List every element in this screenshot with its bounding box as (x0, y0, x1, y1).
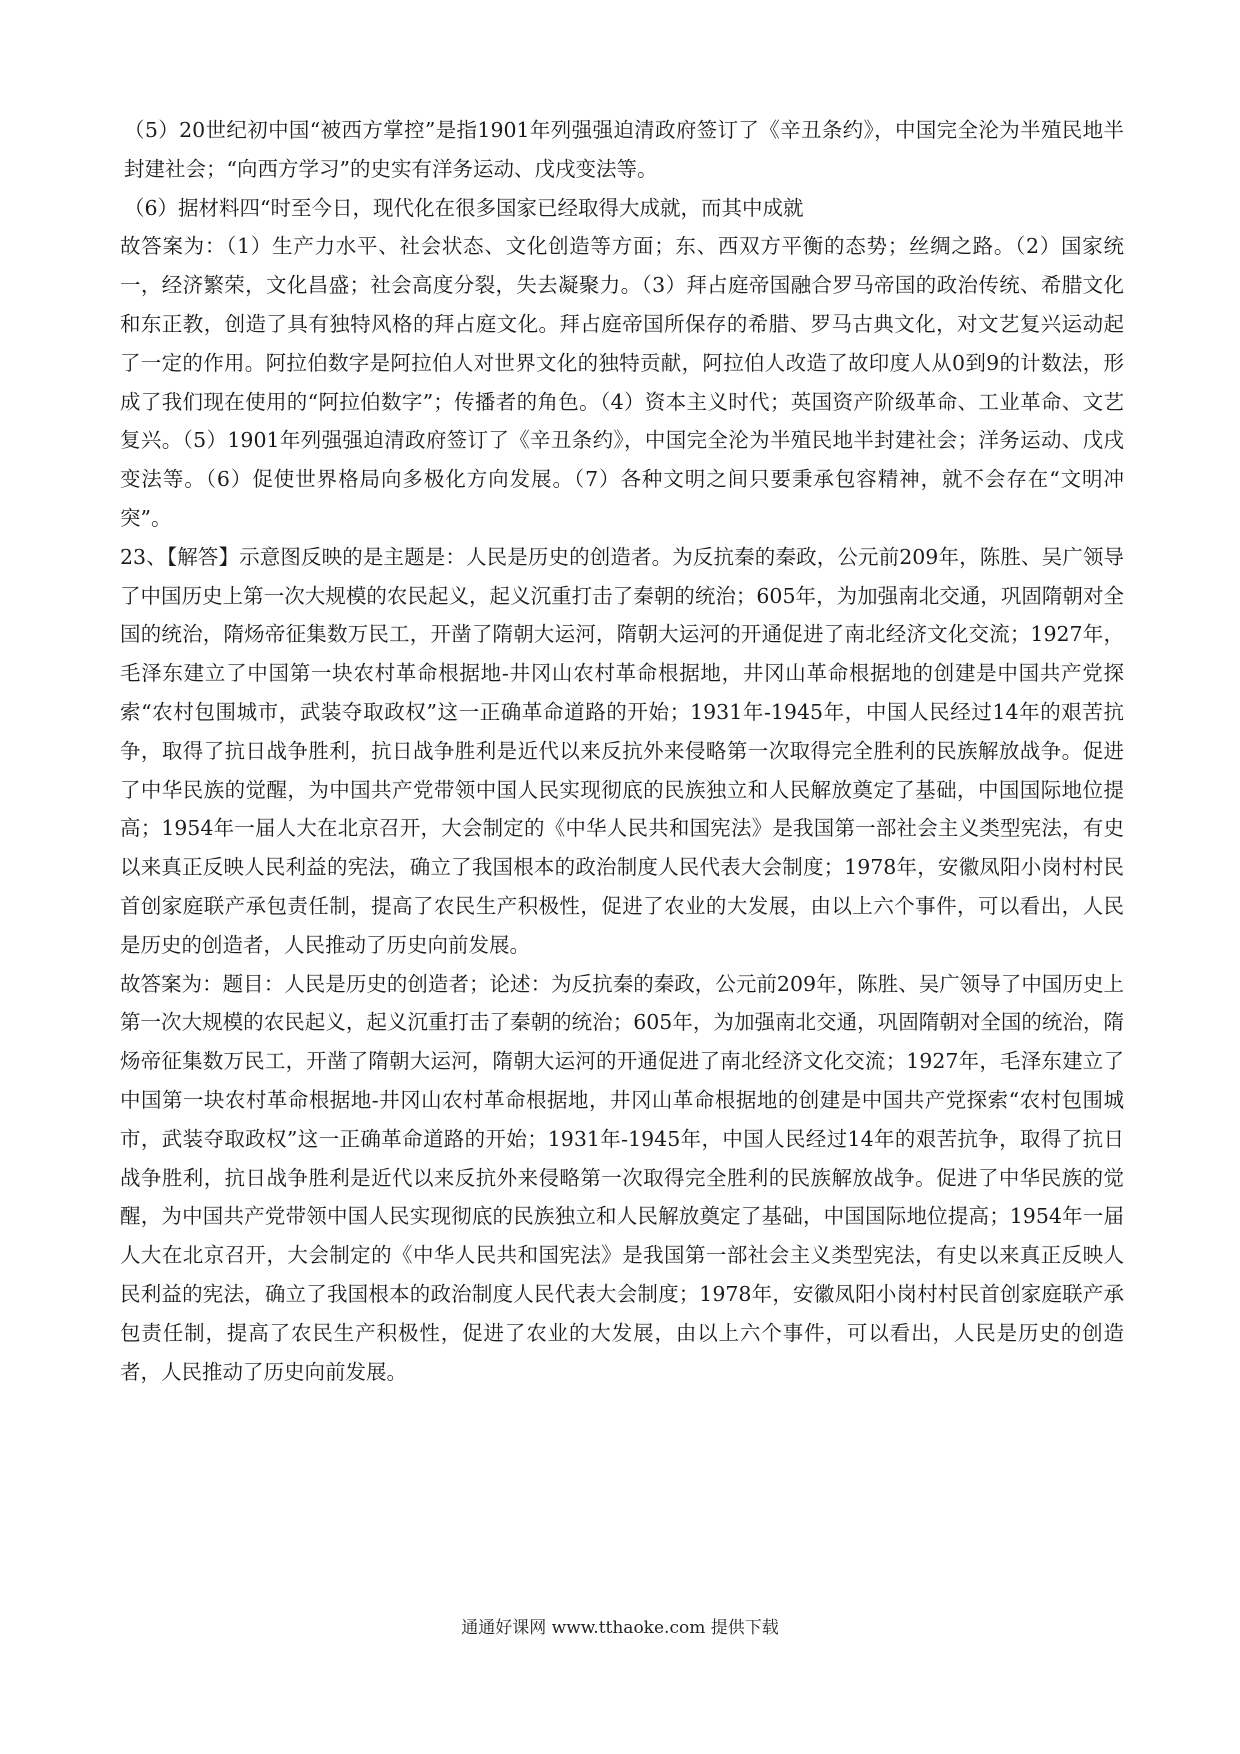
solution-paragraph-23: 23、【解答】示意图反映的是主题是：人民是历史的创造者。为反抗秦的秦政，公元前209年，陈胜、吴广领导了中国历史上第一次大规模的农民起义，起义沉重打击了秦朝的统治；605年，为加强南北交通，巩固隋朝对全国的统治，隋炀帝征集数万民工，开凿了隋朝大运河，隋朝大运河的开通促进了南北经济文化交流；1927年，毛泽东建立了中国第一块农村革命根据地-井冈山农村革命根据地，井冈山革命根据地的创建是中国共产党探索“农村包围城市，武装夺取政权”这一正确革命道路的开始；1931年-1945年，中国人民经过14年的艰苦抗争，取得了抗日战争胜利，抗日战争胜利是近代以来反抗外来侵略第一次取得完全胜利的民族解放战争。促进了中华民族的觉醒，为中国共产党带领中国人民实现彻底的民族独立和人民解放奠定了基础，中国国际地位提高；1954年一届人大在北京召开，大会制定的《中华人民共和国宪法》是我国第一部社会主义类型宪法，有史以来真正反映人民利益的宪法，确立了我国根本的政治制度人民代表大会制度；1978年，安徽凤阳小岗村村民首创家庭联产承包责任制，提高了农民生产积极性，促进了农业的大发展，由以上六个事件，可以看出，人民是历史的创造者，人民推动了历史向前发展。 (120, 544, 1124, 957)
answer-paragraph-6: （6）据材料四“时至今日，现代化在很多国家已经取得大成就，而其中成就 (124, 195, 804, 220)
answer-paragraph-5: （5）20世纪初中国“被西方掌控”是指1901年列强强迫清政府签订了《辛丑条约》，中国完全沦为半殖民地半封建社会；“向西方学习”的史实有洋务运动、戊戌变法等。 (124, 118, 1124, 181)
answer-summary-23: 故答案为：题目：人民是历史的创造者；论述：为反抗秦的秦政，公元前209年，陈胜、吴广领导了中国历史上第一次大规模的农民起义，起义沉重打击了秦朝的统治；605年，为加强南北交通，巩固隋朝对全国的统治，隋炀帝征集数万民工，开凿了隋朝大运河，隋朝大运河的开通促进了南北经济文化交流；1927年，毛泽东建立了中国第一块农村革命根据地-井冈山农村革命根据地，井冈山革命根据地的创建是中国共产党探索“农村包围城市，武装夺取政权”这一正确革命道路的开始；1931年-1945年，中国人民经过14年的艰苦抗争，取得了抗日战争胜利，抗日战争胜利是近代以来反抗外来侵略第一次取得完全胜利的民族解放战争。促进了中华民族的觉醒，为中国共产党带领中国人民实现彻底的民族独立和人民解放奠定了基础，中国国际地位提高；1954年一届人大在北京召开，大会制定的《中华人民共和国宪法》是我国第一部社会主义类型宪法，有史以来真正反映人民利益的宪法，确立了我国根本的政治制度人民代表大会制度；1978年，安徽凤阳小岗村村民首创家庭联产承包责任制，提高了农民生产积极性，促进了农业的大发展，由以上六个事件，可以看出，人民是历史的创造者，人民推动了历史向前发展。 (120, 971, 1124, 1384)
document-body (120, 111, 1124, 1391)
page-footer: 通通好课网 www.tthaoke.com 提供下载 (461, 1618, 779, 1638)
answer-summary-22: 故答案为：（1）生产力水平、社会状态、文化创造等方面；东、西双方平衡的态势；丝绸之路。（2）国家统一，经济繁荣，文化昌盛；社会高度分裂，失去凝聚力。（3）拜占庭帝国融合罗马帝国的政治传统、希腊文化和东正教，创造了具有独特风格的拜占庭文化。拜占庭帝国所保存的希腊、罗马古典文化，对文艺复兴运动起了一定的作用。阿拉伯数字是阿拉伯人对世界文化的独特贡献，阿拉伯人改造了故印度人从0到9的计数法，形成了我们现在使用的“阿拉伯数字”；传播者的角色。（4）资本主义时代；英国资产阶级革命、工业革命、文艺复兴。（5）1901年列强强迫清政府签订了《辛丑条约》，中国完全沦为半殖民地半封建社会；洋务运动、戊戌变法等。（6）促使世界格局向多极化方向发展。（7）各种文明之间只要秉承包容精神，就不会存在“文明冲突”。 (120, 234, 1124, 530)
